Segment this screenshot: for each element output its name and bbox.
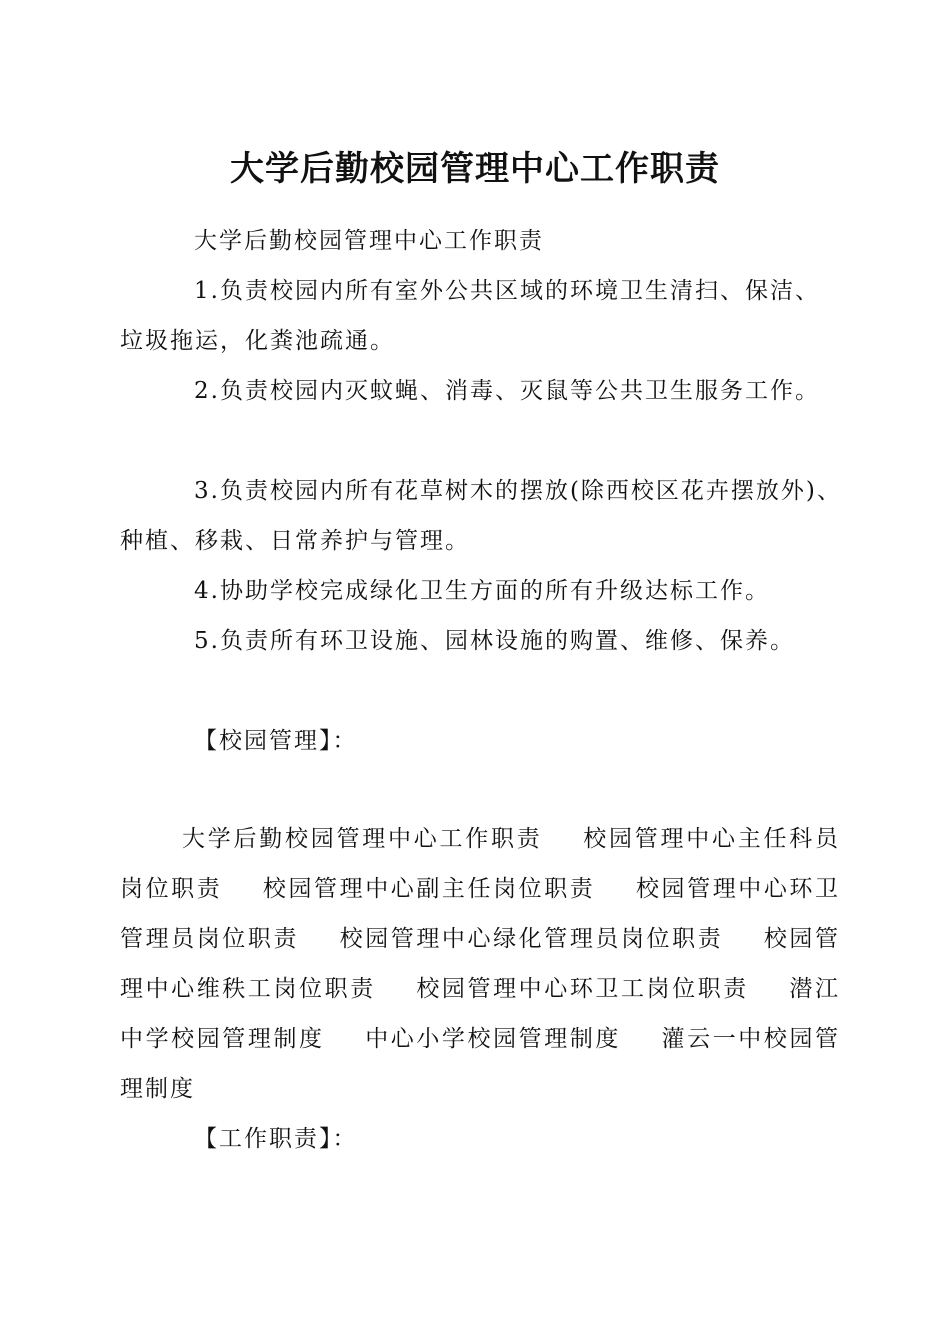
- duty-item-5: 5.负责所有环卫设施、园林设施的购置、维修、保养。: [194, 628, 795, 654]
- document-title: 大学后勤校园管理中心工作职责: [230, 149, 720, 189]
- related-link[interactable]: 校园管理中心维秩工岗位职责: [120, 926, 841, 1002]
- document-subtitle: 大学后勤校园管理中心工作职责: [194, 228, 544, 254]
- related-link[interactable]: 校园管理中心环卫工岗位职责: [415, 976, 749, 1002]
- section-heading-campus: 【校园管理】：: [194, 728, 358, 754]
- section-heading-duties: 【工作职责】：: [194, 1126, 358, 1152]
- related-link[interactable]: 校园管理中心主任科员岗位职责: [120, 826, 840, 902]
- related-link[interactable]: 校园管理中心副主任岗位职责: [262, 876, 596, 902]
- related-link[interactable]: 中心小学校园管理制度: [364, 1026, 621, 1052]
- related-link[interactable]: 校园管理中心绿化管理员岗位职责: [339, 926, 724, 952]
- related-link[interactable]: 大学后勤校园管理中心工作职责: [182, 826, 543, 852]
- duty-item-1: 1.负责校园内所有室外公共区域的环境卫生清扫、保洁、垃圾拖运，化粪池疏通。: [120, 278, 820, 354]
- related-links-paragraph: [120, 814, 840, 1114]
- related-link[interactable]: 潜江中学校园管理制度: [120, 976, 841, 1052]
- duty-item-3: 3.负责校园内所有花草树木的摆放(除西校区花卉摆放外)、种植、移栽、日常养护与管理。: [120, 478, 842, 554]
- related-link[interactable]: 灌云一中校园管理制度: [120, 1026, 841, 1102]
- duty-item-2: 2.负责校园内灭蚊蝇、消毒、灭鼠等公共卫生服务工作。: [194, 378, 820, 404]
- duty-item-4: 4.协助学校完成绿化卫生方面的所有升级达标工作。: [194, 578, 770, 604]
- related-link[interactable]: 校园管理中心环卫管理员岗位职责: [120, 876, 841, 952]
